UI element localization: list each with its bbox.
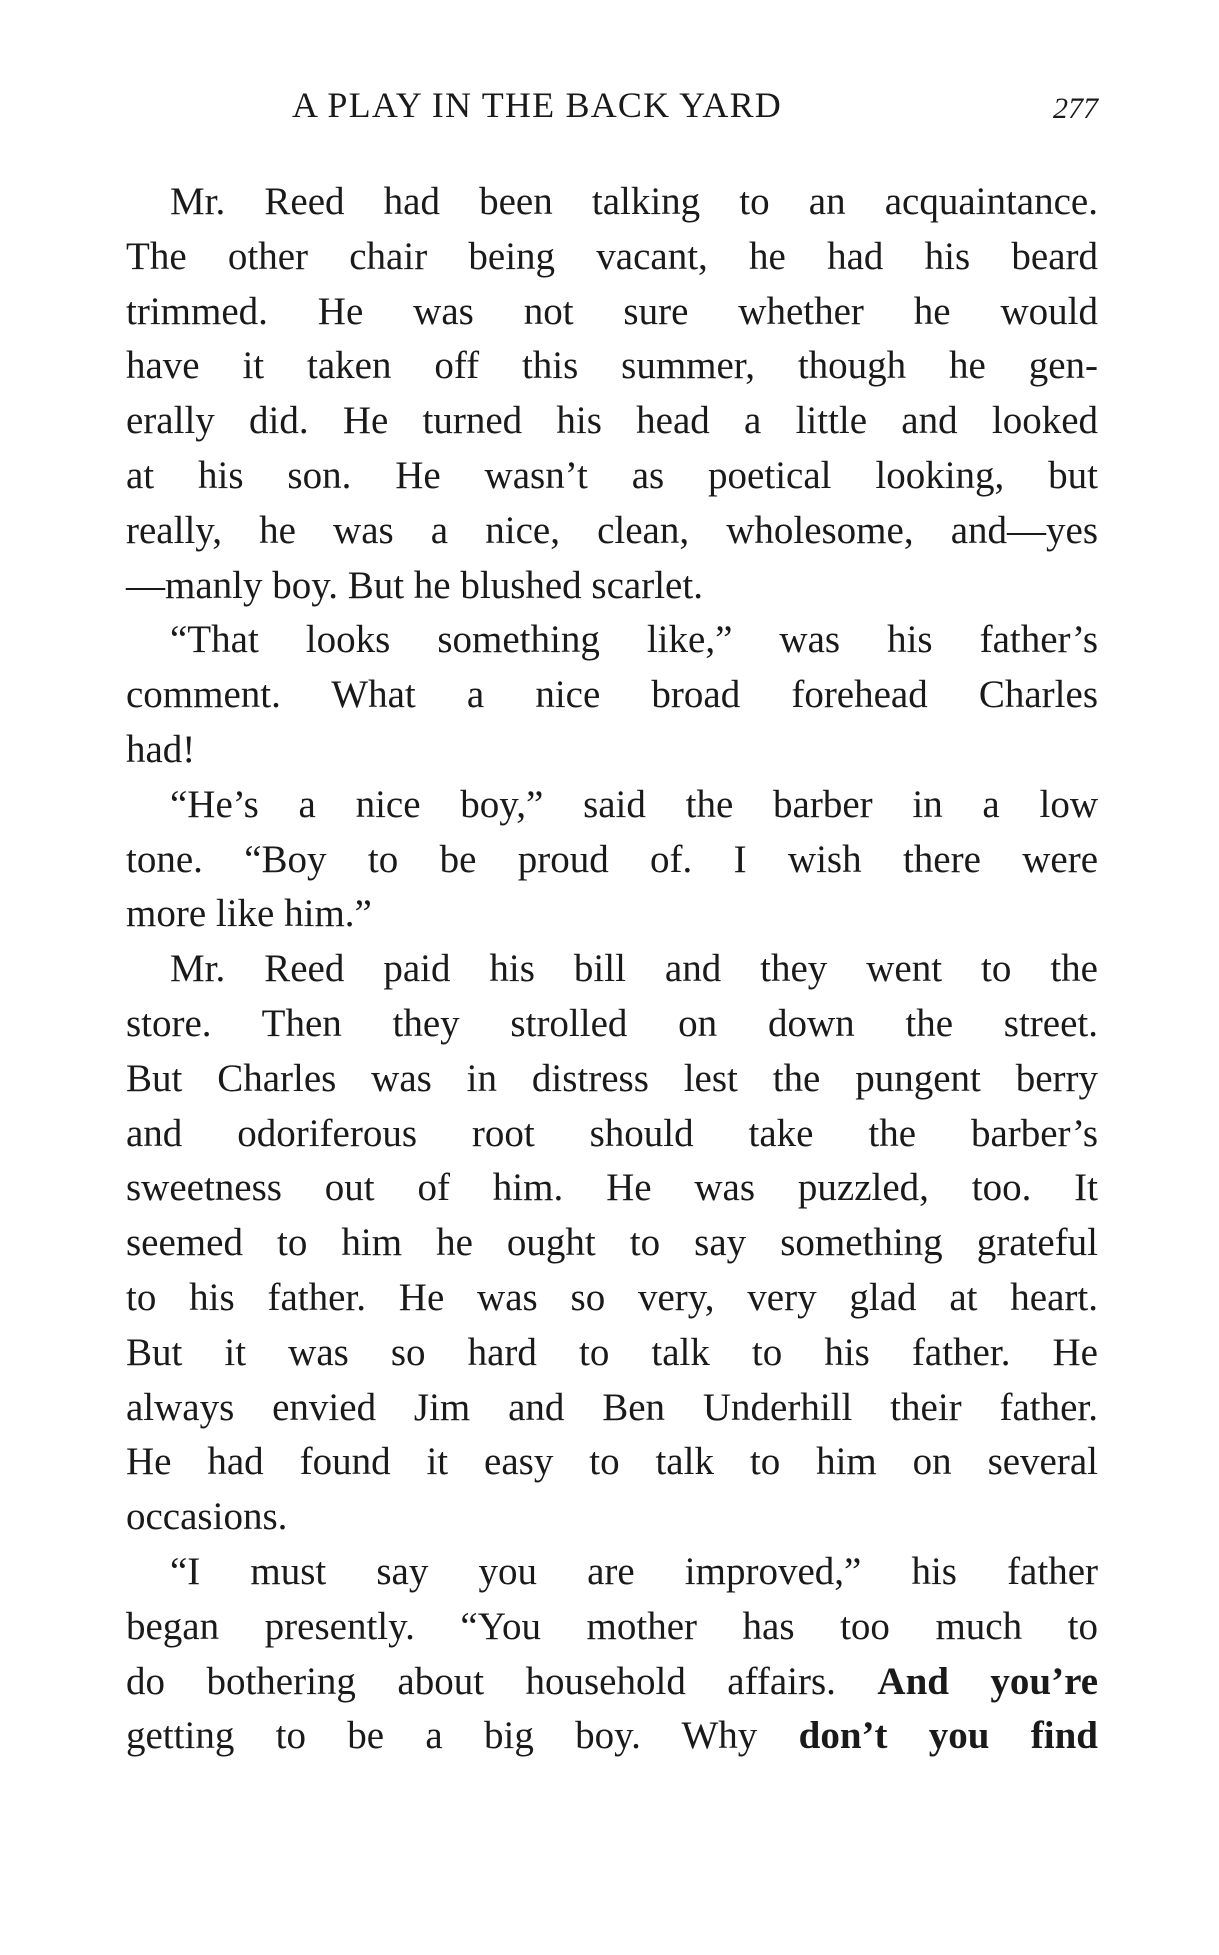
text-line: “I must say you are improved,” his father [170, 1549, 1098, 1593]
text-line: Mr. Reed had been talking to an acquaintance. [170, 180, 1098, 223]
text-line: have it taken off this summer, though he gen- [126, 344, 1098, 388]
text-line: always envied Jim and Ben Underhill their father. [126, 1385, 1098, 1429]
text-line: But Charles was in distress lest the pungent berry [126, 1056, 1098, 1100]
bold-text-segment: don’t you find [798, 1714, 1098, 1758]
text-line: began presently. “You mother has too much to [126, 1604, 1098, 1648]
running-head [126, 82, 1098, 128]
text-segment: getting to be a big boy. Why [126, 1714, 758, 1758]
text-line: comment. What a nice broad forehead Charles [126, 673, 1098, 717]
text-segment: do bothering about household affairs. [126, 1659, 836, 1703]
text-line: “He’s a nice boy,” said the barber in a low [170, 782, 1098, 826]
text-line: erally did. He turned his head a little and looked [126, 399, 1098, 443]
text-line: sweetness out of him. He was puzzled, too. It [126, 1166, 1098, 1210]
text-line: had! [126, 727, 196, 771]
text-line: seemed to him he ought to say something grateful [126, 1221, 1098, 1265]
text-line: and odoriferous root should take the barber’s [126, 1111, 1098, 1155]
text-line: “That looks something like,” was his father’s [170, 618, 1098, 662]
body-text [126, 175, 1098, 1764]
text-line: to his father. He was so very, very glad at heart. [126, 1275, 1098, 1319]
text-line: trimmed. He was not sure whether he would [126, 289, 1098, 333]
running-title: A PLAY IN THE BACK YARD [292, 85, 782, 125]
text-line: He had found it easy to talk to him on several [126, 1440, 1098, 1484]
text-line: at his son. He wasn’t as poetical looking, but [126, 453, 1098, 497]
text-line [126, 1655, 1098, 1710]
text-line: really, he was a nice, clean, wholesome, and—yes [126, 508, 1098, 552]
page-number: 277 [1053, 92, 1098, 125]
text-line: store. Then they strolled on down the street. [126, 1001, 1098, 1045]
text-line: But it was so hard to talk to his father. He [126, 1330, 1098, 1374]
text-line: occasions. [126, 1495, 288, 1539]
bold-text-segment: And you’re [877, 1659, 1099, 1703]
text-line: more like him.” [126, 892, 372, 936]
text-line [126, 1709, 1098, 1764]
text-line: Mr. Reed paid his bill and they went to the [170, 947, 1098, 991]
text-line: The other chair being vacant, he had his beard [126, 234, 1098, 278]
text-line: tone. “Boy to be proud of. I wish there were [126, 837, 1098, 881]
text-line: —manly boy. But he blushed scarlet. [126, 563, 703, 607]
